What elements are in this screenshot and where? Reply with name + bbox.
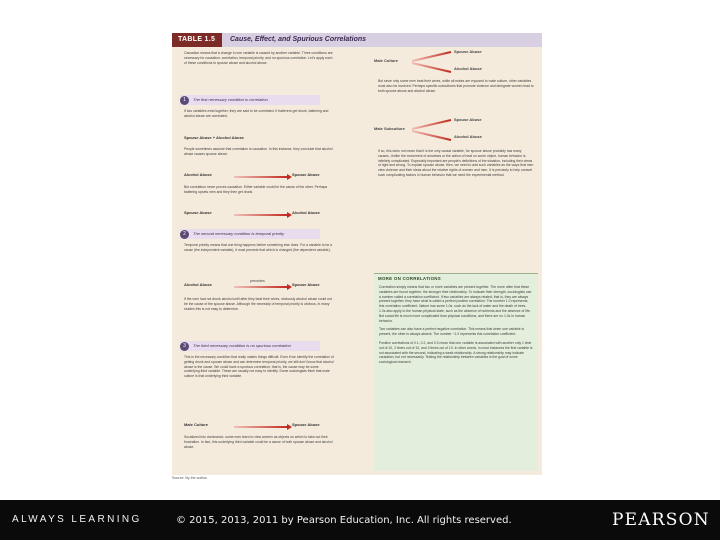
fork2-source: Male Subculture bbox=[374, 126, 405, 131]
condition-1-label: The first necessary condition is correlation bbox=[193, 96, 268, 102]
intro-paragraph: Causation means that a change in one variable is caused by another variable. Three conditions are necessary for causation: correlation, temporal priority, and no spurious correlation. Let's apply each of these conditions to spouse abuse and alcohol abuse. bbox=[184, 51, 333, 65]
dominance-paragraph: Socialized into dominance, some men learn to view women as objects on which to take out their frustration. In fact, this underlying third variable could be a cause of both spouse abuse and alcohol abuse. bbox=[184, 435, 333, 449]
footer-tagline: ALWAYS LEARNING bbox=[12, 514, 142, 525]
diagram-correlation-label: Spouse Abuse + Alcohol Abuse bbox=[184, 135, 244, 140]
fork2-target-b: Alcohol Abuse bbox=[454, 134, 482, 139]
diagram-male-culture bbox=[184, 421, 344, 431]
temporal-paragraph: Temporal priority means that one thing happens before something else does. For a variable to be a cause (the independent variable), it must precede that which is changed (the dependent variable). bbox=[184, 243, 333, 252]
diagram-culture-from: Male Culture bbox=[184, 422, 209, 427]
table-number: TABLE 1.5 bbox=[172, 33, 222, 47]
table-title: Cause, Effect, and Spurious Correlations bbox=[222, 33, 542, 47]
spurious-paragraph: This is the necessary condition that really makes things difficult. Even if we identify the correlation of getting drunk and spouse abuse and can determine temporal priority, we still don't know that alcohol abuse is the cause. We could have a spurious correlation; that is, the cause may be some underlying third variable. These are usually not easy to identify. Some sociologists think that male culture is that underlying third variable. bbox=[184, 355, 334, 379]
temporal-example-paragraph: If the men had not drunk alcohol until after they beat their wives, obviously alcohol abuse could not be the cause of the spouse abuse. Although the necessity of temporal priority is obvious, in many studies this is not easy to determine. bbox=[184, 297, 332, 311]
fork-male-subculture bbox=[374, 117, 534, 143]
diagram-spouse-to: Alcohol Abuse bbox=[292, 210, 320, 215]
diagram-alcohol-causes bbox=[184, 171, 344, 181]
footer-bar bbox=[0, 500, 720, 540]
more-on-correlations-title: MORE ON CORRELATIONS bbox=[378, 276, 441, 281]
diagram-culture-to: Spouse Abuse bbox=[292, 422, 320, 427]
condition-2-label: The second necessary condition is temporal priority bbox=[193, 230, 285, 236]
condition-3-label: The third necessary condition is no spurious correlation bbox=[193, 342, 291, 348]
arrow-down-right-icon bbox=[412, 130, 451, 141]
arrow-down-right-icon bbox=[412, 62, 451, 73]
fork1-target-b: Alcohol Abuse bbox=[454, 66, 482, 71]
arrow-up-right-icon bbox=[412, 119, 451, 130]
assumption-paragraph: People sometimes assume that correlation is causation. In this instance, they conclude that alcohol abuse causes spouse abuse. bbox=[184, 147, 333, 156]
fork1-source: Male Culture bbox=[374, 58, 399, 63]
arrow-right-icon bbox=[234, 426, 288, 428]
diagram-spouse-from: Spouse Abuse bbox=[184, 210, 212, 215]
subculture-paragraph: But since only some men beat their wives, while all males are exposed to male culture, other variables must also be involved. Perhaps specific subcultures that promote violence and denigrate women lead to both spouse abuse and alcohol abuse. bbox=[378, 79, 534, 93]
condition-2 bbox=[180, 229, 320, 239]
correlation-paragraph: If two variables exist together, they are said to be correlated. If batterers get drunk, battering and alcohol abuse are correlated. bbox=[184, 109, 329, 118]
condition-1 bbox=[180, 95, 320, 105]
table-header bbox=[172, 33, 542, 47]
diagram-precedes-to: Spouse Abuse bbox=[292, 282, 320, 287]
complexity-paragraph: If so, this does not mean that it is the only causal variable, for spouse abuse probably has many causes. Unlike the movement of amoebas or the action of heat on some object, human behavior is infinitely complicated. Especially important are people's definitions of the situation, including their views of right and wrong. To explain spouse abuse, then, we need to add such variables as the ways that men view violence and their ideas about the relative rights of women and men. It is precisely to help unravel such complicating factors in human behavior that we need the experimental method. bbox=[378, 149, 534, 177]
fork1-target-a: Spouse Abuse bbox=[454, 49, 482, 54]
more-paragraph-1: Correlation simply means that two or more variables are present together. The more often that these variables are found together, the stronger their relationship. To indicate their strength, sociologists use a number called a correlation coefficient. If two variables are always related, that is, they are always present together, they have what is called a perfect positive correlation. The number 1.0 represents this correlation coefficient. Nature has some 1.0s, such as the lack of water and the death of trees. 1.0s also apply to the human physical state, such as the absence of nutrients and the absence of life. But social life is much more complicated than physical conditions, and there are no 1.0s in human behavior. bbox=[379, 285, 532, 323]
arrow-right-icon bbox=[234, 286, 288, 288]
arrow-up-right-icon bbox=[412, 51, 451, 62]
condition-3 bbox=[180, 341, 320, 351]
footer-copyright: © 2015, 2013, 2011 by Pearson Education, Inc. All rights reserved. bbox=[176, 515, 512, 526]
arrow-right-icon bbox=[234, 176, 288, 178]
reverse-paragraph: But correlation never proves causation. Either variable could be the cause of the other. Perhaps battering upsets men and they then get drunk. bbox=[184, 185, 328, 194]
diagram-spouse-causes bbox=[184, 209, 344, 219]
table-figure bbox=[172, 33, 542, 475]
condition-3-number: 3 bbox=[180, 342, 189, 351]
condition-2-number: 2 bbox=[180, 230, 189, 239]
more-paragraph-2: Two variables can also have a perfect negative correlation. This means that when one variable is present, the other is always absent. The number −1.0 represents this correlation coefficient. bbox=[379, 327, 525, 337]
table-source: Source: By the author. bbox=[172, 476, 208, 480]
pearson-logo: PEARSON bbox=[612, 510, 710, 530]
diagram-correlation bbox=[184, 134, 344, 144]
fork2-target-a: Spouse Abuse bbox=[454, 117, 482, 122]
diagram-precedes bbox=[184, 281, 344, 291]
arrow-right-icon bbox=[234, 214, 288, 216]
diagram-precedes-from: Alcohol Abuse bbox=[184, 282, 212, 287]
condition-1-number: 1 bbox=[180, 96, 189, 105]
diagram-precedes-middle: precedes bbox=[250, 279, 265, 283]
diagram-alcohol-to: Spouse Abuse bbox=[292, 172, 320, 177]
fork-male-culture bbox=[374, 49, 534, 75]
more-paragraph-3: Positive correlations of 0.1, 0.2, and 0.3 mean that one variable is associated with another only 1 time out of 10, 2 times out of 10, and 3 times out of 10. In other words, in most instances the first variable is not associated with the second, indicating a weak relationship. A strong relationship may indicate causation, but not necessarily. Testing the relationship between variables is the goal of some sociological research. bbox=[379, 340, 533, 365]
more-on-correlations-box bbox=[374, 273, 538, 471]
diagram-alcohol-from: Alcohol Abuse bbox=[184, 172, 212, 177]
